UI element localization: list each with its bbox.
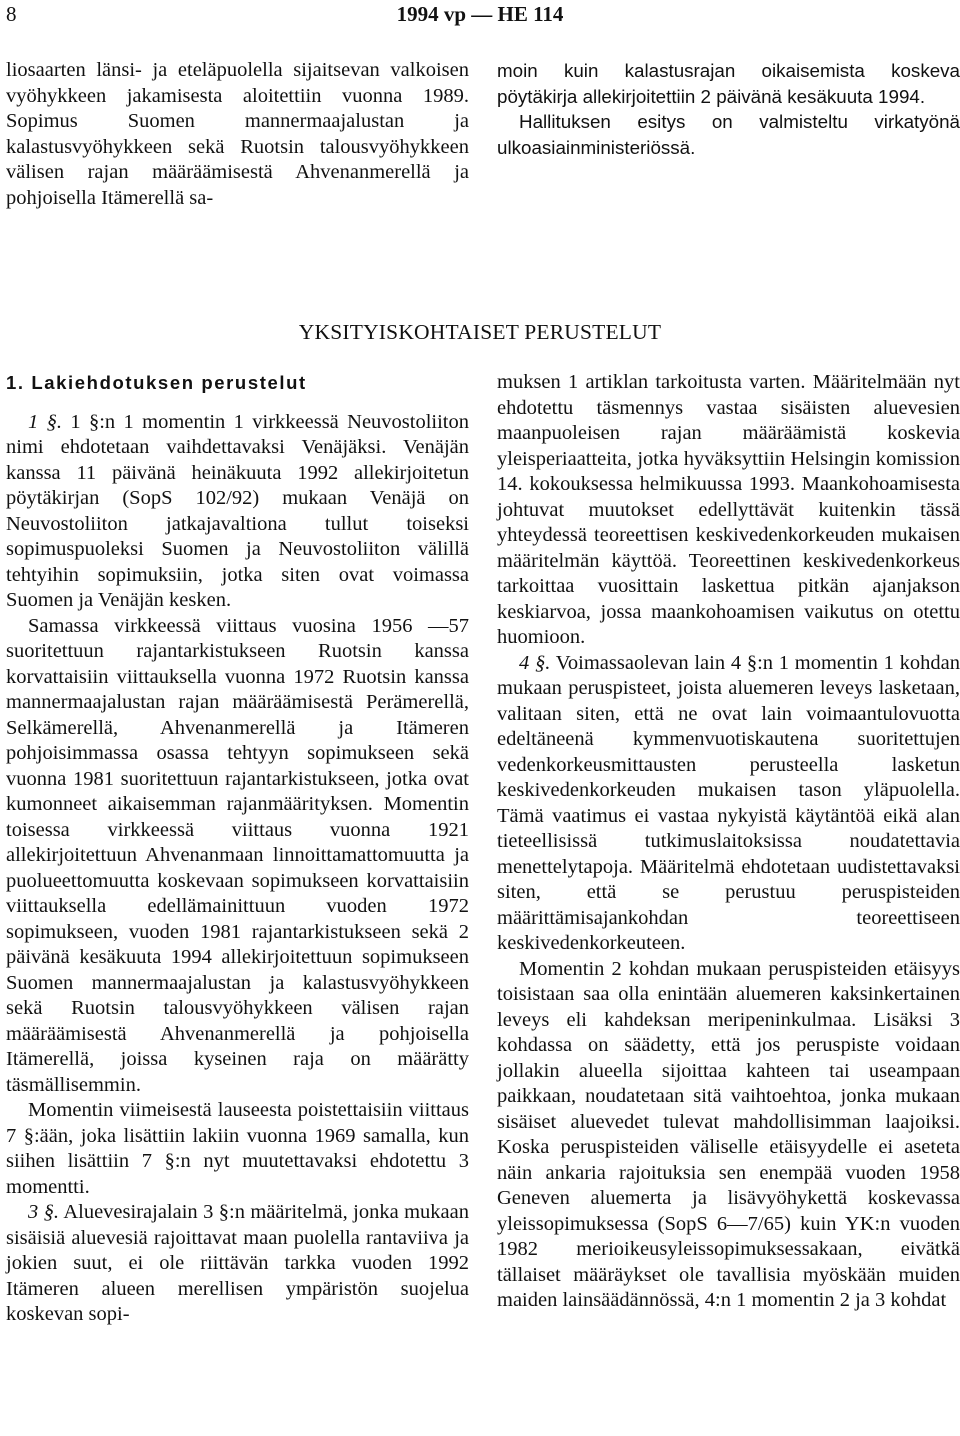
intro-right-column	[497, 58, 960, 160]
left-paragraph-2: Samassa virkkeessä viittaus vuosina 1956 —57 suoritettuun rajantarkistukseen Ruotsin kanssa korvattaisiin viittauksella vuonna 1972 Ruotsin kanssa mannermaajalustan rajan määräämisestä Perämerellä, Selkämerellä, Ahvenanmerellä ja Itämeren pohjoisimmassa osassa tehtyyn sopimukseen sekä vuonna 1981 suoritettuun rajantarkistukseen, jotka ovat kumonneet aikaisemman rajanmäärityksen. Momentin toisessa virkkeessä viittaus vuonna 1921 allekirjoitettuun Ahvenanmaan linnoittamattomuutta ja puolueettomuutta koskevaan sopimukseen korvattaisiin viittauksella edellämainittuun vuoden 1972 sopimukseen, vuoden 1981 rajantarkistukseen sekä 2 päivänä kesäkuuta 1994 allekirjoitettuun sopimukseen Suomen mannermaajalustan ja kalastusvyöhykkeen sekä Ruotsin talousvyöhykkeen välisen rajan määräämisestä Ahvenanmerellä ja pohjoisella Itämerellä, joissa kyseinen raja on määrätty täsmällisemmin.	[6, 614, 469, 1096]
section-4-paragraph	[497, 651, 960, 957]
section-4-mark: 4 §.	[519, 651, 551, 674]
section-heading: YKSITYISKOHTAISET PERUSTELUT	[298, 320, 662, 344]
page-number: 8	[6, 2, 17, 26]
left-paragraph-3: Momentin viimeisestä lauseesta poistettaisiin viittaus 7 §:ään, joka lisättiin lakiin vuonna 1969 samalla, kun siihen lisättiin 7 §:n nyt muutettavaksi ehdotettu 3 momentti.	[6, 1099, 469, 1198]
subheading: 1. Lakiehdotuksen perustelut	[6, 372, 307, 393]
intro-left-column	[6, 58, 469, 211]
main-left-column	[6, 370, 469, 1328]
section-3-text: Aluevesirajalain 3 §:n määritelmä, jonka mukaan sisäisiä aluevesiä rajoittavat maan puolella rantaviiva ja jokien suut, ei ole riittävän tarkka vuoden 1992 Itämeren alueen merellisen ympäristön suojelua koskevan sopi-	[6, 1201, 469, 1325]
section-1-text: 1 §:n 1 momentin 1 virkkeessä Neuvostoliiton nimi ehdotetaan vaihdettavaksi Venäjäksi. Venäjän kanssa 11 päivänä heinäkuuta 1992 allekirjoitetun pöytäkirjan (SopS 102/92) mukaan Venäjä on Neuvostoliiton jatkajavaltiona tullut toiseksi sopimuspuoleksi Suomen ja Neuvostoliiton välillä tehtyihin sopimuksiin, jotka siten ovat voimassa Suomen ja Venäjän kesken.	[6, 410, 470, 611]
right-paragraph-1: muksen 1 artiklan tarkoitusta varten. Määritelmään nyt ehdotettu täsmennys vastaa sisäisten aluevesien maanpuoleisen rajan määräämistä koskevia yleisperiaatteita, jotka hyväksyttiin Helsingin komission 14. kokouksessa helmikuussa 1993. Maankohoamisesta johtuvat muutokset edellyttävät kuitenkin tässä yhteydessä teoreettisen keskivedenkorkeuden mukaisen määritelmän käyttöä. Teoreettinen keskivedenkorkeus tarkoittaa vuosittain laskettua pitkän ajanjakson keskiarvoa, jossa maankohoamisen vaikutus on otettu huomioon.	[497, 371, 960, 648]
section-1-paragraph	[6, 410, 469, 614]
intro-right-paragraph-1: moin kuin kalastusrajan oikaisemista koskeva pöytäkirja allekirjoitettiin 2 päivänä kesäkuuta 1994.	[497, 60, 960, 107]
running-head: 1994 vp — HE 114	[396, 2, 564, 26]
main-right-column	[497, 370, 960, 1314]
section-3-paragraph	[6, 1200, 469, 1328]
right-paragraph-3: Momentin 2 kohdan mukaan peruspisteiden etäisyys toisistaan saa olla enintään aluemeren kaksinkertainen leveys eli kahdeksan meripeninkulmaa. Lisäksi 3 kohdassa on säädetty, että jos peruspiste voidaan jollakin alueella sijoittaa kahteen tai useampaan paikkaan, noudatetaan sitä vaihtoehtoa, jonka mukaan sisäiset aluevedet tulevat mahdollisimman laajoiksi. Koska peruspisteiden väliselle etäisyydelle ei aseteta näin ankaria rajoituksia sen enempää vuoden 1958 Geneven aluemerta ja lisävyöhykettä koskevassa yleissopimuksessa (SopS 6—7/65) kuin YK:n vuoden 1982 merioikeusyleissopimuksessakaan, eivätkä tällaiset määräykset ole tavallisia myöskään muiden maiden lainsäädännössä, 4:n 1 momentin 2 ja 3 kohdat	[497, 957, 960, 1311]
section-1-mark: 1 §.	[28, 410, 62, 433]
section-3-mark: 3 §.	[28, 1201, 60, 1223]
intro-right-paragraph-2: Hallituksen esitys on valmisteltu virkatyönä ulkoasiainministeriössä.	[497, 111, 960, 158]
section-4-text: Voimassaolevan lain 4 §:n 1 momentin 1 kohdan mukaan peruspisteet, joista aluemeren leveys lasketaan, valitaan siten, että ne ovat lain voimaantulovuotta edeltäneenä kymmenvuotiskautena suoritettujen vedenkorkeusmittausten perusteella lasketun keskivedenkorkeuden mukaisen tason yläpuolella. Tämä vaatimus ei vastaa nykyistä käytäntöä eikä alan tieteellisissä tutkimuslaitoksissa noudatettavia menettelytapoja. Määritelmä ehdotetaan uudistettavaksi siten, että se perustuu peruspisteiden määrittämisajankohdan teoreettiseen keskivedenkorkeuteen.	[497, 651, 960, 954]
intro-left-paragraph: liosaarten länsi- ja eteläpuolella sijaitsevan valkoisen vyöhykkeen jakamisesta aloitettiin vuonna 1989. Sopimus Suomen mannermaajalustan ja kalastusvyöhykkeen sekä Ruotsin talousvyöhykkeen välisen rajan määräämisestä Ahvenanmerellä ja pohjoisella Itämerellä sa-	[6, 59, 469, 209]
